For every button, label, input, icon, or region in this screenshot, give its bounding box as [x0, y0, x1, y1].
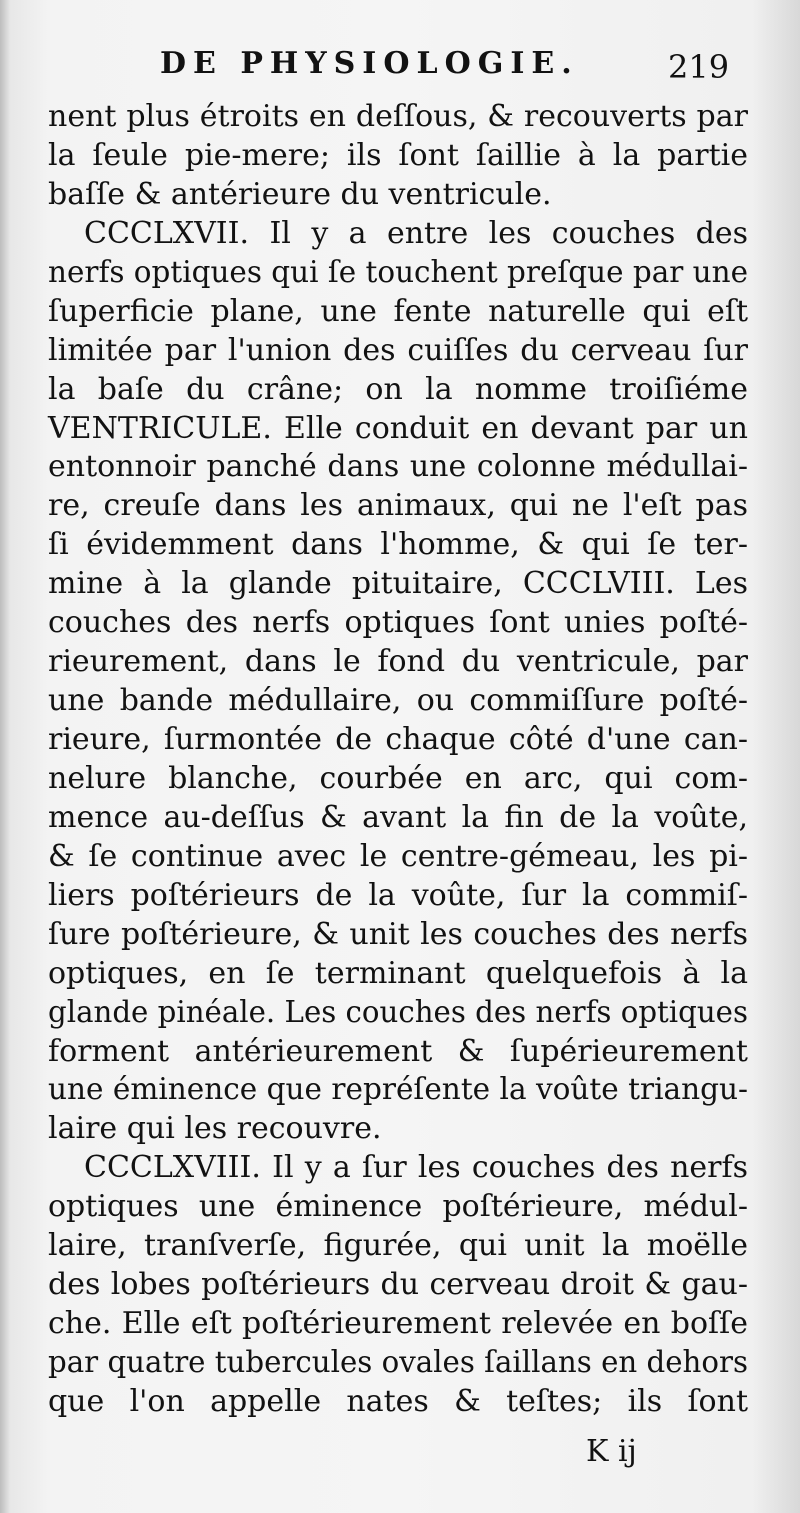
text-line: par quatre tubercules ovales ſaillans en dehors: [48, 1345, 748, 1380]
text-line: ſi évidemment dans l'homme, & qui ſe ter-: [48, 527, 748, 563]
page-number: 219: [668, 48, 730, 86]
text-line: nerfs optiques qui ſe touchent preſque par une: [48, 254, 748, 290]
text-line: des lobes poſtérieurs du cerveau droit & gau-: [48, 1267, 748, 1303]
text-line: glande pinéale. Les couches des nerfs optiques: [48, 994, 748, 1030]
page-header: [0, 46, 800, 98]
text-line: CCCLXVIII. Il y a ſur les couches des nerfs: [84, 1150, 748, 1186]
text-line: mine à la glande pituitaire, CCCLVIII. Les: [48, 566, 748, 602]
text-line: limitée par l'union des cuiſſes du cerveau ſur: [48, 332, 748, 368]
text-line: liers poſtérieurs de la voûte, ſur la commiſ-: [48, 877, 748, 913]
text-line: optiques, en ſe terminant quelquefois à la: [48, 955, 748, 991]
text-line: nent plus étroits en deſſous, & recouverts par: [48, 99, 748, 134]
running-title: DE PHYSIOLOGIE.: [160, 46, 579, 81]
text-line: re, creuſe dans les animaux, qui ne l'eſt pas: [48, 488, 748, 524]
text-line: une éminence que repréſente la voûte triangu-: [48, 1072, 748, 1108]
text-line: la baſe du crâne; on la nomme troiſiéme: [48, 371, 748, 407]
text-line: ſuperficie plane, une fente naturelle qui eſt: [48, 293, 748, 329]
text-line: la ſeule pie-mere; ils ſont ſaillie à la partie: [48, 137, 748, 173]
text-line: che. Elle eſt poſtérieurement relevée en boſſe: [48, 1306, 748, 1342]
text-line: forment antérieurement & ſupérieurement: [48, 1033, 748, 1069]
text-line: couches des nerfs optiques ſont unies poſté-: [48, 605, 748, 641]
text-line: une bande médullaire, ou commiſſure poſté-: [48, 683, 748, 719]
text-line: optiques une éminence poſtérieure, médul-: [48, 1189, 748, 1225]
text-line: laire qui les recouvre.: [48, 1111, 382, 1147]
text-line: mence au-deſſus & avant la fin de la voûte,: [48, 799, 748, 835]
text-line: ſure poſtérieure, & unit les couches des nerfs: [48, 916, 748, 952]
text-line: que l'on appelle nates & teſtes; ils ſont: [48, 1383, 748, 1419]
text-line: entonnoir panché dans une colonne médullai-: [48, 449, 748, 485]
text-line: nelure blanche, courbée en arc, qui com-: [48, 760, 748, 796]
text-line: VENTRICULE. Elle conduit en devant par un: [48, 410, 748, 446]
text-line: CCCLXVII. Il y a entre les couches des: [84, 215, 748, 251]
text-line: laire, tranſverſe, figurée, qui unit la moëlle: [48, 1228, 748, 1264]
text-line: rieure, ſurmontée de chaque côté d'une can-: [48, 722, 748, 757]
signature-mark: K ij: [586, 1434, 637, 1469]
body-text: [48, 98, 748, 1422]
text-line: & ſe continue avec le centre-gémeau, les pi-: [48, 838, 748, 874]
text-line: baſſe & antérieure du ventricule.: [48, 176, 552, 212]
text-line: rieurement, dans le fond du ventricule, par: [48, 644, 748, 680]
